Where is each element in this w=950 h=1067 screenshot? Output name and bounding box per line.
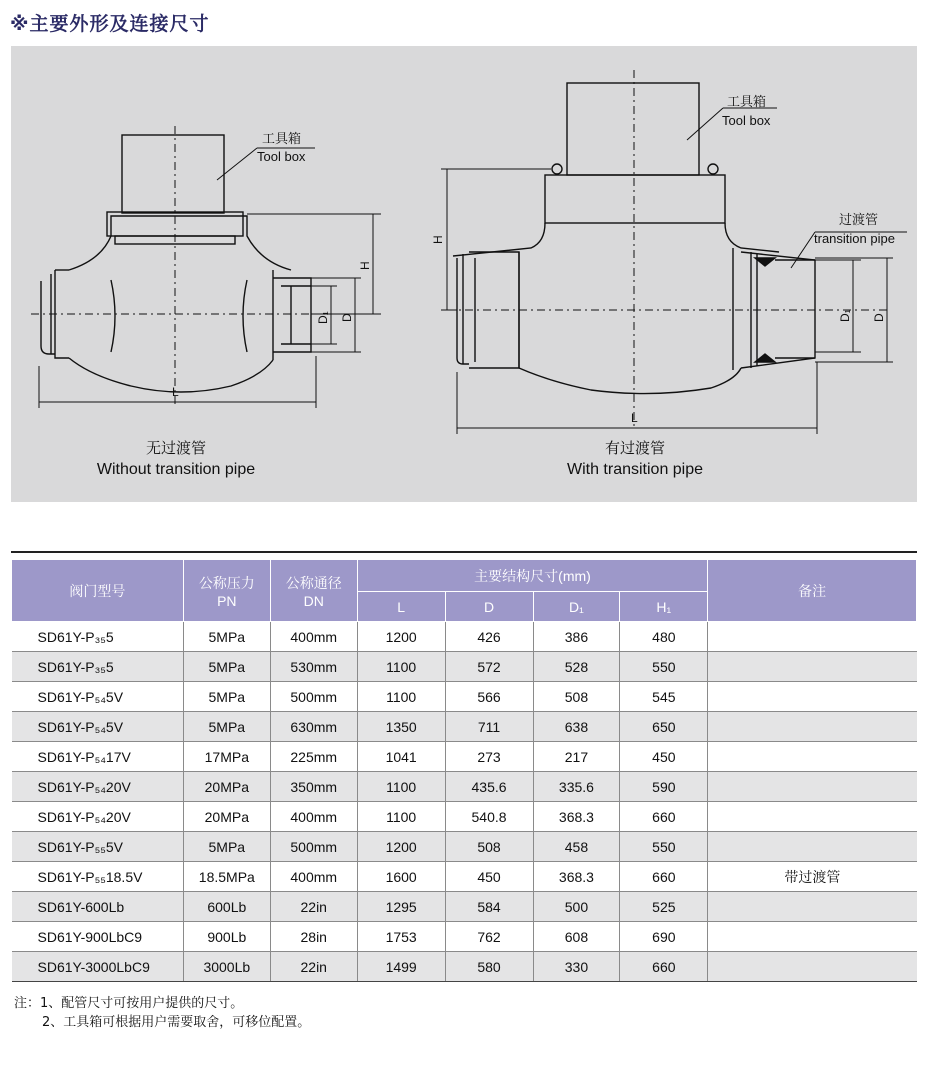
cell-model: SD61Y-P₃₅5 xyxy=(12,622,184,652)
cell-d1: 217 xyxy=(533,742,620,772)
cell-model: SD61Y-P₅₅5V xyxy=(12,832,184,862)
left-valve-body xyxy=(41,135,311,392)
cell-model: SD61Y-P₃₅5 xyxy=(12,652,184,682)
header-D: D xyxy=(445,592,533,622)
cell-model: SD61Y-3000LbC9 xyxy=(12,952,184,982)
right-pipe-en: transition pipe xyxy=(814,231,895,246)
cell-model: SD61Y-P₅₅18.5V xyxy=(12,862,184,892)
cell-l: 1100 xyxy=(357,772,445,802)
cell-d1: 368.3 xyxy=(533,802,620,832)
cell-h1: 545 xyxy=(620,682,708,712)
right-pipe-zh: 过渡管 xyxy=(839,212,879,227)
left-callout-en: Tool box xyxy=(257,149,306,164)
cell-model: SD61Y-P₅₄20V xyxy=(12,802,184,832)
cell-model: SD61Y-P₅₄5V xyxy=(12,682,184,712)
cell-model: SD61Y-P₅₄20V xyxy=(12,772,184,802)
right-callout-en: Tool box xyxy=(722,113,771,128)
valve-drawing-panel xyxy=(11,46,917,502)
cell-pn: 3000Lb xyxy=(183,952,270,982)
table-row xyxy=(12,742,917,772)
cell-l: 1100 xyxy=(357,652,445,682)
valve-drawings xyxy=(11,46,917,502)
cell-d: 711 xyxy=(445,712,533,742)
header-pn xyxy=(183,560,270,622)
right-caption-zh: 有过渡管 xyxy=(604,439,665,457)
cell-d1: 330 xyxy=(533,952,620,982)
cell-dn: 500mm xyxy=(270,832,357,862)
cell-h1: 660 xyxy=(620,952,708,982)
header-dn-zh: 公称通径 xyxy=(285,574,342,591)
cell-h1: 550 xyxy=(620,832,708,862)
cell-d: 566 xyxy=(445,682,533,712)
header-model: 阀门型号 xyxy=(12,560,184,622)
cell-dn: 28in xyxy=(270,922,357,952)
cell-d1: 508 xyxy=(533,682,620,712)
cell-d1: 500 xyxy=(533,892,620,922)
note-line-2: 2、工具箱可根据用户需要取舍，可移位配置。 xyxy=(42,1015,311,1030)
cell-l: 1600 xyxy=(357,862,445,892)
cell-remark xyxy=(708,652,917,682)
left-caption-en: Without transition pipe xyxy=(96,461,256,478)
cell-remark xyxy=(708,742,917,772)
cell-d: 435.6 xyxy=(445,772,533,802)
cell-pn: 600Lb xyxy=(183,892,270,922)
left-dim-D: D xyxy=(340,313,354,322)
cell-dn: 500mm xyxy=(270,682,357,712)
cell-pn: 5MPa xyxy=(183,832,270,862)
table-row xyxy=(12,892,917,922)
right-caption xyxy=(541,437,729,481)
cell-l: 1295 xyxy=(357,892,445,922)
cell-l: 1200 xyxy=(357,832,445,862)
cell-remark xyxy=(708,892,917,922)
left-callout-zh: 工具箱 xyxy=(262,131,302,146)
left-caption xyxy=(71,437,281,481)
cell-d: 540.8 xyxy=(445,802,533,832)
right-dim-D1: D₁ xyxy=(838,309,852,322)
cell-d1: 608 xyxy=(533,922,620,952)
cell-pn: 20MPa xyxy=(183,772,270,802)
cell-remark xyxy=(708,922,917,952)
cell-model: SD61Y-P₅₄17V xyxy=(12,742,184,772)
cell-pn: 5MPa xyxy=(183,712,270,742)
cell-h1: 690 xyxy=(620,922,708,952)
left-caption-zh: 无过渡管 xyxy=(145,439,206,457)
table-row xyxy=(12,832,917,862)
header-dn-en: DN xyxy=(303,592,324,609)
cell-remark xyxy=(708,952,917,982)
cell-d: 273 xyxy=(445,742,533,772)
header-dims: 主要结构尺寸(mm) xyxy=(357,560,708,592)
cell-dn: 225mm xyxy=(270,742,357,772)
right-caption-en: With transition pipe xyxy=(566,461,704,478)
header-dn xyxy=(270,560,357,622)
spec-table-body xyxy=(12,622,917,982)
header-H1: H₁ xyxy=(620,592,708,622)
cell-pn: 18.5MPa xyxy=(183,862,270,892)
cell-d1: 638 xyxy=(533,712,620,742)
cell-remark xyxy=(708,832,917,862)
cell-h1: 650 xyxy=(620,712,708,742)
cell-l: 1100 xyxy=(357,682,445,712)
header-D1: D₁ xyxy=(533,592,620,622)
table-top-rule xyxy=(11,551,917,553)
cell-remark xyxy=(708,682,917,712)
cell-dn: 350mm xyxy=(270,772,357,802)
notes xyxy=(14,994,310,1032)
table-row xyxy=(12,802,917,832)
right-dim-D: D xyxy=(872,313,886,322)
header-remark: 备注 xyxy=(708,560,917,622)
table-row xyxy=(12,652,917,682)
cell-model: SD61Y-900LbC9 xyxy=(12,922,184,952)
cell-d: 762 xyxy=(445,922,533,952)
cell-l: 1041 xyxy=(357,742,445,772)
cell-d: 426 xyxy=(445,622,533,652)
left-dim-L: L xyxy=(172,385,179,399)
cell-pn: 900Lb xyxy=(183,922,270,952)
cell-dn: 22in xyxy=(270,892,357,922)
cell-d1: 458 xyxy=(533,832,620,862)
cell-dn: 630mm xyxy=(270,712,357,742)
table-row xyxy=(12,772,917,802)
cell-d1: 335.6 xyxy=(533,772,620,802)
cell-l: 1499 xyxy=(357,952,445,982)
cell-remark xyxy=(708,712,917,742)
cell-l: 1100 xyxy=(357,802,445,832)
cell-d1: 528 xyxy=(533,652,620,682)
right-callout-zh: 工具箱 xyxy=(727,94,767,109)
cell-d: 508 xyxy=(445,832,533,862)
cell-dn: 530mm xyxy=(270,652,357,682)
cell-h1: 590 xyxy=(620,772,708,802)
cell-h1: 525 xyxy=(620,892,708,922)
cell-d: 572 xyxy=(445,652,533,682)
header-pn-en: PN xyxy=(217,592,237,609)
cell-l: 1753 xyxy=(357,922,445,952)
cell-d: 580 xyxy=(445,952,533,982)
table-row xyxy=(12,682,917,712)
cell-remark xyxy=(708,772,917,802)
cell-d: 450 xyxy=(445,862,533,892)
cell-pn: 20MPa xyxy=(183,802,270,832)
cell-remark xyxy=(708,622,917,652)
cell-remark: 带过渡管 xyxy=(708,862,917,892)
note-line-1: 注：1、配管尺寸可按用户提供的尺寸。 xyxy=(14,996,244,1011)
cell-h1: 660 xyxy=(620,862,708,892)
right-dim-L: L xyxy=(631,411,638,425)
cell-h1: 480 xyxy=(620,622,708,652)
cell-l: 1350 xyxy=(357,712,445,742)
left-dim-H: H xyxy=(358,261,372,270)
cell-h1: 550 xyxy=(620,652,708,682)
page-heading: ※主要外形及连接尺寸 xyxy=(10,13,210,35)
cell-pn: 17MPa xyxy=(183,742,270,772)
cell-dn: 22in xyxy=(270,952,357,982)
right-dim-H: H xyxy=(431,235,445,244)
table-row xyxy=(12,712,917,742)
table-row xyxy=(12,952,917,982)
cell-remark xyxy=(708,802,917,832)
table-row xyxy=(12,922,917,952)
cell-dn: 400mm xyxy=(270,622,357,652)
spec-table xyxy=(11,559,917,982)
cell-model: SD61Y-P₅₄5V xyxy=(12,712,184,742)
cell-dn: 400mm xyxy=(270,862,357,892)
table-row xyxy=(12,862,917,892)
cell-h1: 450 xyxy=(620,742,708,772)
cell-dn: 400mm xyxy=(270,802,357,832)
cell-model: SD61Y-600Lb xyxy=(12,892,184,922)
cell-pn: 5MPa xyxy=(183,622,270,652)
cell-d: 584 xyxy=(445,892,533,922)
cell-h1: 660 xyxy=(620,802,708,832)
cell-d1: 368.3 xyxy=(533,862,620,892)
cell-pn: 5MPa xyxy=(183,682,270,712)
cell-pn: 5MPa xyxy=(183,652,270,682)
header-pn-zh: 公称压力 xyxy=(198,574,255,591)
header-L: L xyxy=(357,592,445,622)
table-row xyxy=(12,622,917,652)
cell-d1: 386 xyxy=(533,622,620,652)
cell-l: 1200 xyxy=(357,622,445,652)
left-dim-D1: D₁ xyxy=(316,311,330,324)
